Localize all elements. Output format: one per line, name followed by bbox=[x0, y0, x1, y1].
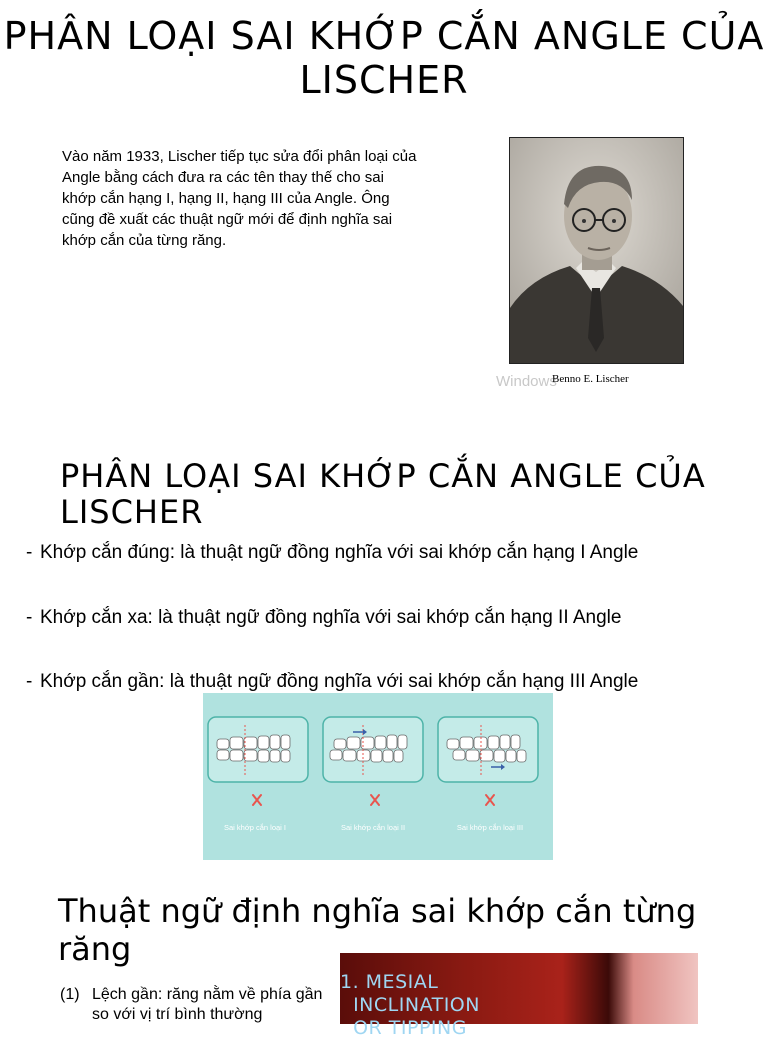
bullet-text: Khớp cắn đúng: là thuật ngữ đồng nghĩa với sai khớp cắn hạng I Angle bbox=[40, 542, 639, 563]
video-overlay-text: 1. MESIAL INCLINATION OR TIPPING bbox=[340, 971, 480, 1039]
slide3-title: Thuật ngữ định nghĩa sai khớp cắn từng răng bbox=[58, 892, 697, 968]
bullet-dash: - bbox=[26, 542, 33, 563]
numbered-item bbox=[60, 985, 330, 1025]
bullet-text: Khớp cắn xa: là thuật ngữ đồng nghĩa với sai khớp cắn hạng II Angle bbox=[40, 607, 622, 628]
bullet-text: Khớp cắn gần: là thuật ngữ đồng nghĩa với sai khớp cắn hạng III Angle bbox=[40, 671, 639, 692]
diagram-panel-class-1 bbox=[208, 717, 308, 782]
malocclusion-diagram bbox=[203, 693, 553, 860]
bullet-item bbox=[26, 542, 638, 564]
windows-watermark: Windows bbox=[496, 373, 557, 390]
bullet-dash: - bbox=[26, 607, 33, 628]
bullet-item bbox=[26, 607, 621, 629]
photo-caption: Benno E. Lischer bbox=[552, 373, 629, 385]
diagram-label-1: Sai khớp cắn loại I bbox=[223, 823, 287, 832]
slide1-paragraph: Vào năm 1933, Lischer tiếp tục sửa đổi phân loại của Angle bằng cách đưa ra các tên thay thế cho sai khớp cắn hạng I, hạng II, hạng III của Angle. Ông cũng đề xuất các thuật ngữ mới để định nghĩa sai khớp cắn của từng răng. bbox=[62, 148, 417, 249]
bullet-dash: - bbox=[26, 671, 33, 692]
diagram-label-3: Sai khớp cắn loại III bbox=[456, 823, 524, 832]
diagram-panel-class-2 bbox=[323, 717, 423, 782]
portrait-image bbox=[510, 138, 683, 363]
malocclusion-diagram-svg bbox=[203, 693, 553, 860]
mesial-inclination-video[interactable] bbox=[340, 953, 698, 1039]
lischer-portrait bbox=[509, 137, 684, 364]
cross-marks bbox=[253, 795, 494, 805]
bullet-item bbox=[26, 671, 638, 693]
diagram-panel-class-3 bbox=[438, 717, 538, 782]
slide2-title: PHÂN LOẠI SAI KHỚP CẮN ANGLE CỦA LISCHER bbox=[60, 457, 706, 531]
item-number: (1) bbox=[60, 986, 80, 1003]
diagram-label-2: Sai khớp cắn loại II bbox=[340, 823, 406, 832]
item-text: Lệch gần: răng nằm về phía gần so với vị trí bình thường bbox=[92, 986, 323, 1023]
slide1-title: PHÂN LOẠI SAI KHỚP CẮN ANGLE CỦA LISCHER bbox=[3, 14, 765, 102]
